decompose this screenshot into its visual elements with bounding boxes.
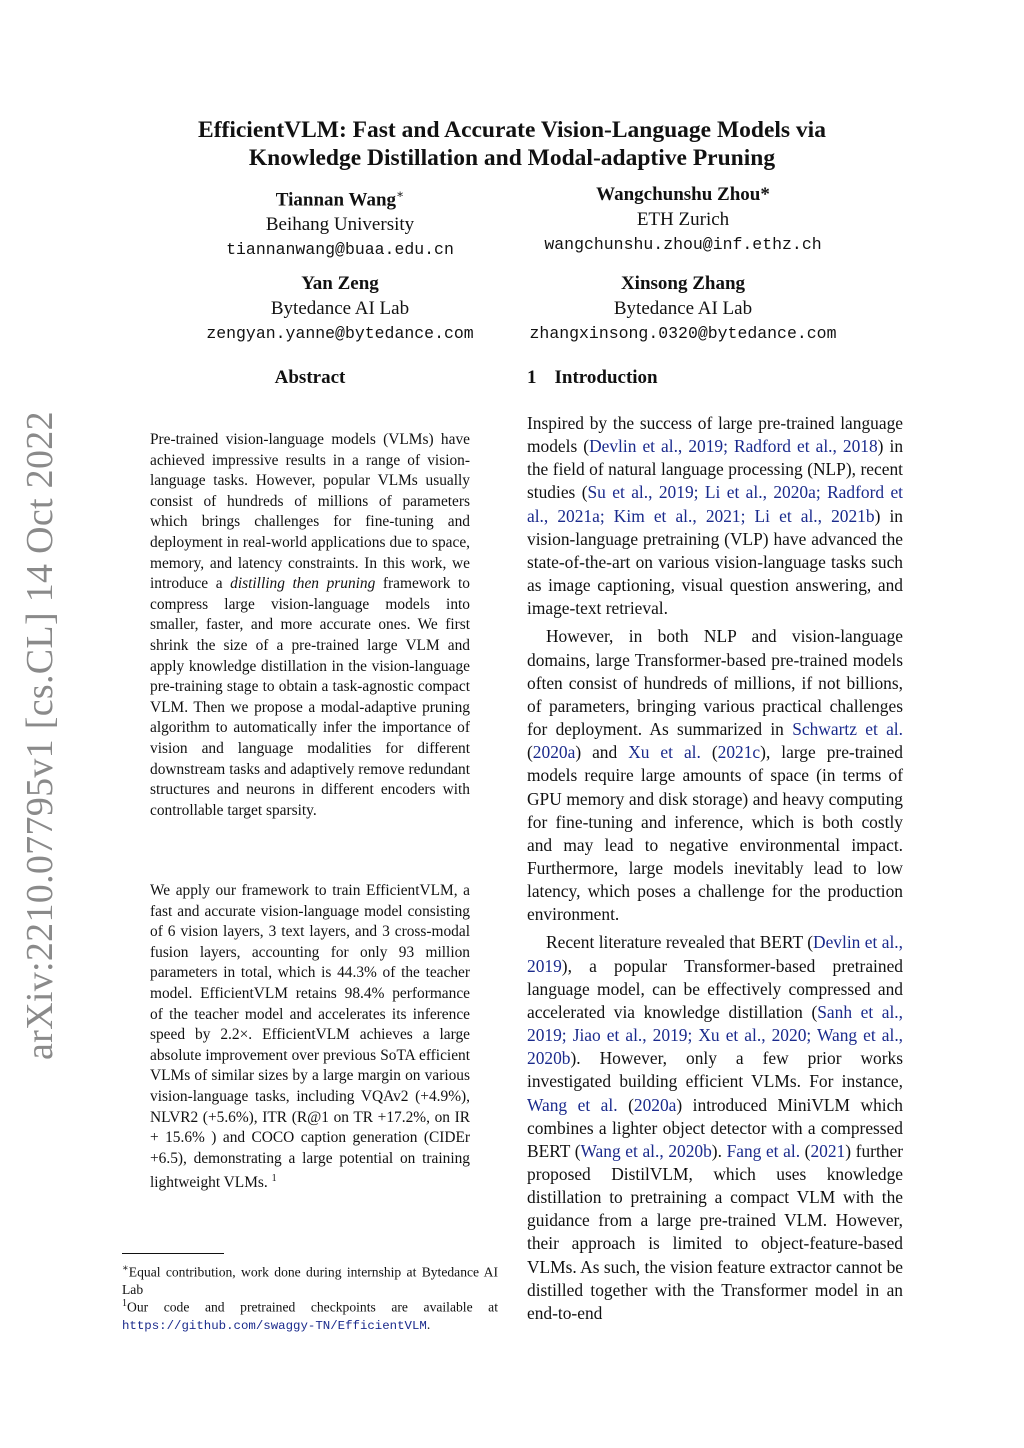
citation-link[interactable]: Fang et al.	[726, 1140, 801, 1161]
abstract-paragraph-2: We apply our framework to train EfficientVLM, a fast and accurate vision-language model consisting of 6 vision layers, 3 text layers, and 3 cross-modal fusion layers, accounting for only 93 million parameters in total, which is 44.3% of the teacher model. EfficientVLM retains 98.4% performance of the teacher model and accelerates its inference speed by 2.2×. EfficientVLM achieves a large absolute improvement over previous SoTA efficient VLMs of similar sizes by a large margin on various vision-language tasks, including VQAv2 (+4.9%), NLVR2 (+5.6%), ITR (R@1 on TR +17.2%, on IR + 15.6% ) and COCO caption generation (CIDEr +6.5), demonstrating a large potential on training lightweight VLMs. $^1$	[150, 882, 470, 1192]
paper-title	[120, 116, 904, 172]
citation-link[interactable]: Schwartz et al.	[792, 719, 903, 740]
author-name: Yan Zeng	[301, 273, 379, 294]
citation-link[interactable]: 2020a	[633, 1094, 677, 1115]
citation-link[interactable]: Xu et al., 2020	[698, 1025, 807, 1046]
citation-link[interactable]: Wang et al., 2020b	[527, 1025, 904, 1069]
title-line-2: Knowledge Distillation and Modal-adaptive Pruning	[248, 145, 776, 171]
author-affiliation: Bytedance AI Lab	[613, 298, 753, 319]
citation-link[interactable]: Kim et al., 2021	[613, 505, 741, 526]
author-affiliation: Bytedance AI Lab	[270, 298, 410, 319]
author-affiliation: ETH Zurich	[636, 209, 730, 230]
abstract-heading: Abstract	[274, 367, 346, 388]
section-number: 1	[527, 367, 537, 388]
author-name: Wangchunshu Zhou*	[596, 184, 770, 205]
author-name: Tiannan Wang∗	[275, 187, 405, 211]
intro-paragraph-1: Inspired by the success of large pre-trained language models (Devlin et al., 2019; Radford et al., 2018) in the field of natural language processing (NLP), recent studies (Su et al., 2019; Li et al., 2020a; Radford et al., 2021a; Kim et al., 2021; Li et al., 2021b) in vision-language pretraining (VLP) have advanced the state-of-the-art on various vision-language tasks such as image captioning, visual question answering, and image-text retrieval.	[527, 413, 904, 619]
author-block-2	[493, 182, 873, 257]
arxiv-stamp: arXiv:2210.07795v1 [cs.CL] 14 Oct 2022	[19, 411, 61, 1060]
citation-link[interactable]: 2021c	[717, 742, 761, 763]
citation-link[interactable]: Li et al., 2020a	[704, 482, 816, 503]
citation-link[interactable]: Radford et al., 2021a	[527, 482, 903, 526]
code-link[interactable]: https://github.com/swaggy-TN/EfficientVLM	[122, 1318, 427, 1333]
author-name: Xinsong Zhang	[620, 273, 746, 294]
footnote-ref: 1	[271, 1173, 277, 1185]
author-block-3	[150, 271, 530, 346]
citation-link[interactable]: 2021	[810, 1140, 846, 1161]
footnote-divider	[122, 1253, 224, 1254]
introduction-heading	[527, 367, 658, 389]
title-line-1: EfficientVLM: Fast and Accurate Vision-Language Models via	[198, 117, 826, 143]
citation-link[interactable]: Jiao et al., 2019	[572, 1025, 688, 1046]
author-email: zengyan.yanne@bytedance.com	[206, 324, 474, 343]
author-block-1	[150, 182, 530, 262]
section-title: Introduction	[554, 367, 658, 388]
footnote-1: ∗Equal contribution, work done during internship at Bytedance AI Lab	[122, 1263, 498, 1297]
citation-link[interactable]: 2020a	[532, 742, 576, 763]
citation-link[interactable]: Li et al., 2021b	[754, 505, 875, 526]
author-block-4	[493, 271, 873, 346]
citation-link[interactable]: Devlin et al., 2019	[527, 932, 903, 976]
author-affiliation: Beihang University	[265, 214, 415, 236]
citation-link[interactable]: Radford et al., 2018	[733, 436, 878, 457]
citation-link[interactable]: Devlin et al., 2019	[589, 436, 724, 457]
citation-link[interactable]: Xu et al.	[628, 742, 701, 763]
author-email: wangchunshu.zhou@inf.ethz.ch	[544, 235, 822, 254]
abstract-paragraph-1: Pre-trained vision-language models (VLMs) have achieved impressive results in a range of vision-language tasks. However, popular VLMs usually consist of hundreds of millions of parameters which brings challenges for fine-tuning and deployment in real-world applications due to space, memory, and latency constraints. In this work, we introduce a distilling then pruning framework to compress large vision-language models into smaller, faster, and more accurate ones. We first shrink the size of a pre-trained large VLM and apply knowledge distillation in the vision-language pre-training stage to obtain a task-agnostic compact VLM. Then we propose a modal-adaptive pruning algorithm to automatically infer the importance of vision and language modalities for different downstream tasks and adaptively remove redundant structures and neurons in different encoders with controllable target sparsity.	[150, 431, 471, 819]
citation-link[interactable]: Su et al., 2019	[587, 482, 694, 503]
introduction-body	[527, 412, 903, 1330]
citation-link[interactable]: Wang et al., 2020b	[580, 1140, 712, 1161]
author-email: zhangxinsong.0320@bytedance.com	[529, 324, 837, 343]
intro-paragraph-3: Recent literature revealed that BERT (Devlin et al., 2019), a popular Transformer-based pretrained language model, can be effectively compressed and accelerated via knowledge distillation (Sanh et al., 2019; Jiao et al., 2019; Xu et al., 2020; Wang et al., 2020b). However, only a few prior works investigated building efficient VLMs. For instance, Wang et al. (2020a) introduced MiniVLM which combines a lighter object detector with a compressed BERT (Wang et al., 2020b). Fang et al. (2021) further proposed DistilVLM, which uses knowledge distillation to pretraining a compact VLM with the guidance from a large pre-trained VLM. However, their approach is limited to object-feature-based VLMs. As such, the vision feature extractor cannot be distilled together with the Transformer model in an end-to-end	[527, 932, 904, 1323]
intro-paragraph-2: However, in both NLP and vision-language domains, large Transformer-based pre-trained models often consist of hundreds of millions, if not billions, of parameters, bringing various practical challenges for deployment. As summarized in Schwartz et al. (2020a) and Xu et al. (2021c), large pre-trained models require large amounts of space (in terms of GPU memory and disk storage) and heavy computing for fine-tuning and inference, which is both costly and may lead to negative environmental impact. Furthermore, large models inevitably lead to low latency, which poses a challenge for the production environment.	[527, 626, 903, 925]
footnote-2: $^1$Our code and pretrained checkpoints are available at https://github.com/swaggy-TN/EfficientVLM.	[122, 1298, 498, 1333]
author-email: tiannanwang@buaa.edu.cn	[226, 240, 454, 260]
citation-link[interactable]: Sanh et al., 2019	[527, 1001, 903, 1046]
citation-link[interactable]: Wang et al.	[527, 1094, 618, 1115]
